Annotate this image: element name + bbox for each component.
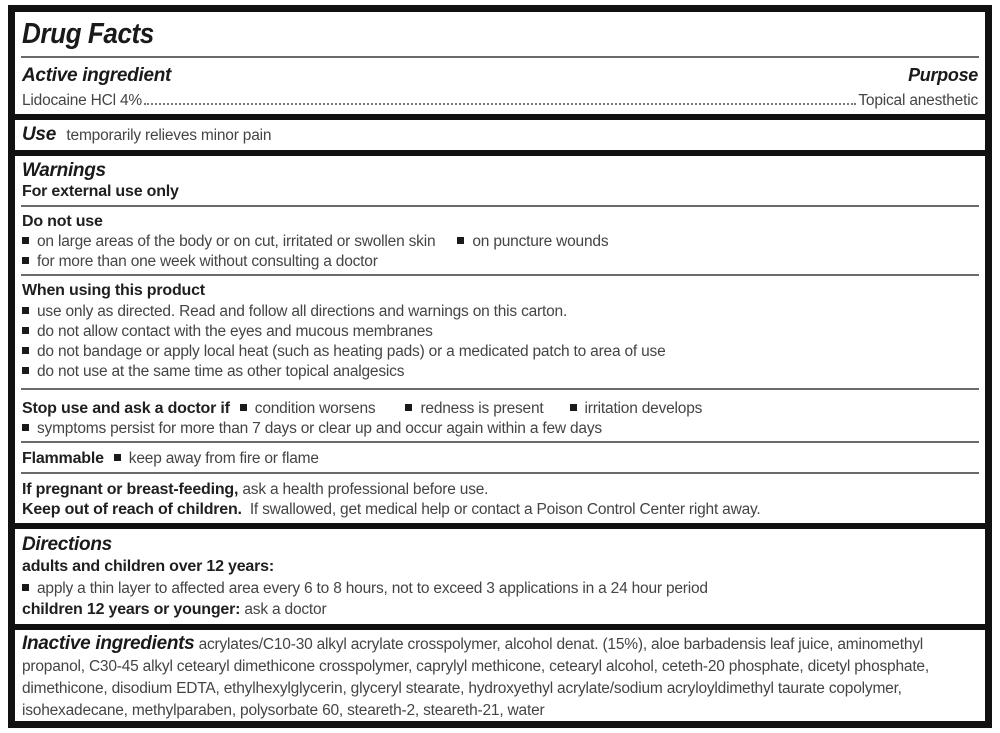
do-not-use-item: for more than one week without consulting a doctor [37,253,378,270]
section-bar [15,150,985,156]
when-using-item [22,343,978,361]
when-using-item-text: use only as directed. Read and follow all directions and warnings on this carton. [37,303,568,320]
use-text: temporarily relieves minor pain [66,127,272,144]
when-using-item [22,303,978,321]
when-using-heading: When using this product [22,282,205,299]
directions-adults-item [22,580,978,598]
children-heading: Keep out of reach of children. [22,501,242,518]
flammable-row [22,450,978,468]
when-using-item [22,363,978,381]
purpose-value: Topical anesthetic [858,92,978,109]
section-bar [15,624,985,630]
bullet-icon [114,454,121,461]
directions-children-heading: children 12 years or younger: [22,601,241,618]
directions-adults-heading: adults and children over 12 years: [22,558,274,575]
directions-children-row [22,601,978,619]
inactive-ingredients-heading: Inactive ingredients [22,633,195,654]
children-row [22,501,978,519]
do-not-use-item: on large areas of the body or on cut, irritated or swollen skin [37,233,436,250]
stop-use-heading: Stop use and ask a doctor if [22,400,230,417]
bullet-icon [22,584,29,591]
divider [21,388,979,390]
directions-heading-row [22,534,978,556]
pregnant-text: ask a health professional before use. [242,481,489,498]
when-using-item-text: do not use at the same time as other topical analgesics [37,363,405,380]
page-title: Drug Facts [22,18,154,50]
do-not-use-row-1 [22,233,978,251]
bullet-icon [570,404,577,411]
purpose-heading: Purpose [908,65,978,85]
when-using-item [22,323,978,341]
section-bar [15,114,985,120]
active-ingredient-row [22,92,978,110]
divider [21,441,979,443]
pregnant-row [22,481,978,499]
divider [21,56,979,58]
drug-facts-panel [8,5,992,728]
flammable-item: keep away from fire or flame [128,450,319,467]
warnings-heading-row [22,160,978,182]
dot-leader [144,103,856,105]
bullet-icon [22,424,29,431]
children-text: If swallowed, get medical help or contact a Poison Control Center right away. [249,501,761,518]
divider [21,205,979,207]
stop-use-item: redness is present [420,400,544,417]
stop-use-row-1 [22,400,978,418]
use-section [22,124,978,146]
bullet-icon [240,404,247,411]
stop-use-item: condition worsens [254,400,376,417]
stop-use-row-2 [22,420,978,438]
external-use-text: For external use only [22,183,179,200]
bullet-icon [22,347,29,354]
divider [21,472,979,474]
when-using-item-text: do not allow contact with the eyes and mucous membranes [37,323,433,340]
section-bar [15,523,985,529]
active-ingredient-value: Lidocaine HCl 4% [22,92,143,109]
directions-adults-text: apply a thin layer to affected area every 6 to 8 hours, not to exceed 3 applications in a 24 hour period [37,580,708,597]
bullet-icon [22,327,29,334]
bullet-icon [405,404,412,411]
use-heading: Use [22,124,56,145]
inactive-ingredients-text: acrylates/C10-30 alkyl acrylate crosspolymer, alcohol denat. (15%), aloe barbadensis leaf juice, aminomethyl propanol, C30-45 alkyl cetearyl dimethicone crosspolymer, caprylyl methicone, cetearyl alcohol, ceteth-20 phosphate, dicetyl phosphate, dimethicone, disodium EDTA, ethylhexylglycerin, glyceryl stearate, hydroxyethyl acrylate/sodium acryloyldimethyl taurate copolymer, isohexadecane, methylparaben, polysorbate 60, steareth-2, steareth-21, water [22,636,929,719]
bullet-icon [457,237,464,244]
when-using-item-text: do not bandage or apply local heat (such as heating pads) or a medicated patch to area of use [37,343,666,360]
warnings-heading: Warnings [22,160,106,181]
directions-children-text: ask a doctor [244,601,327,618]
bullet-icon [22,367,29,374]
stop-use-item: irritation develops [584,400,703,417]
flammable-heading: Flammable [22,450,104,467]
inactive-ingredients-section [22,633,971,722]
do-not-use-heading: Do not use [22,213,103,230]
active-ingredient-header [22,65,978,87]
bullet-icon [22,237,29,244]
do-not-use-row-2 [22,253,978,271]
active-ingredient-heading: Active ingredient [22,65,172,86]
divider [21,274,979,276]
bullet-icon [22,257,29,264]
stop-use-item: symptoms persist for more than 7 days or clear up and occur again within a few days [37,420,602,437]
pregnant-heading: If pregnant or breast-feeding, [22,481,239,498]
directions-heading: Directions [22,534,112,555]
bullet-icon [22,307,29,314]
do-not-use-item: on puncture wounds [472,233,609,250]
